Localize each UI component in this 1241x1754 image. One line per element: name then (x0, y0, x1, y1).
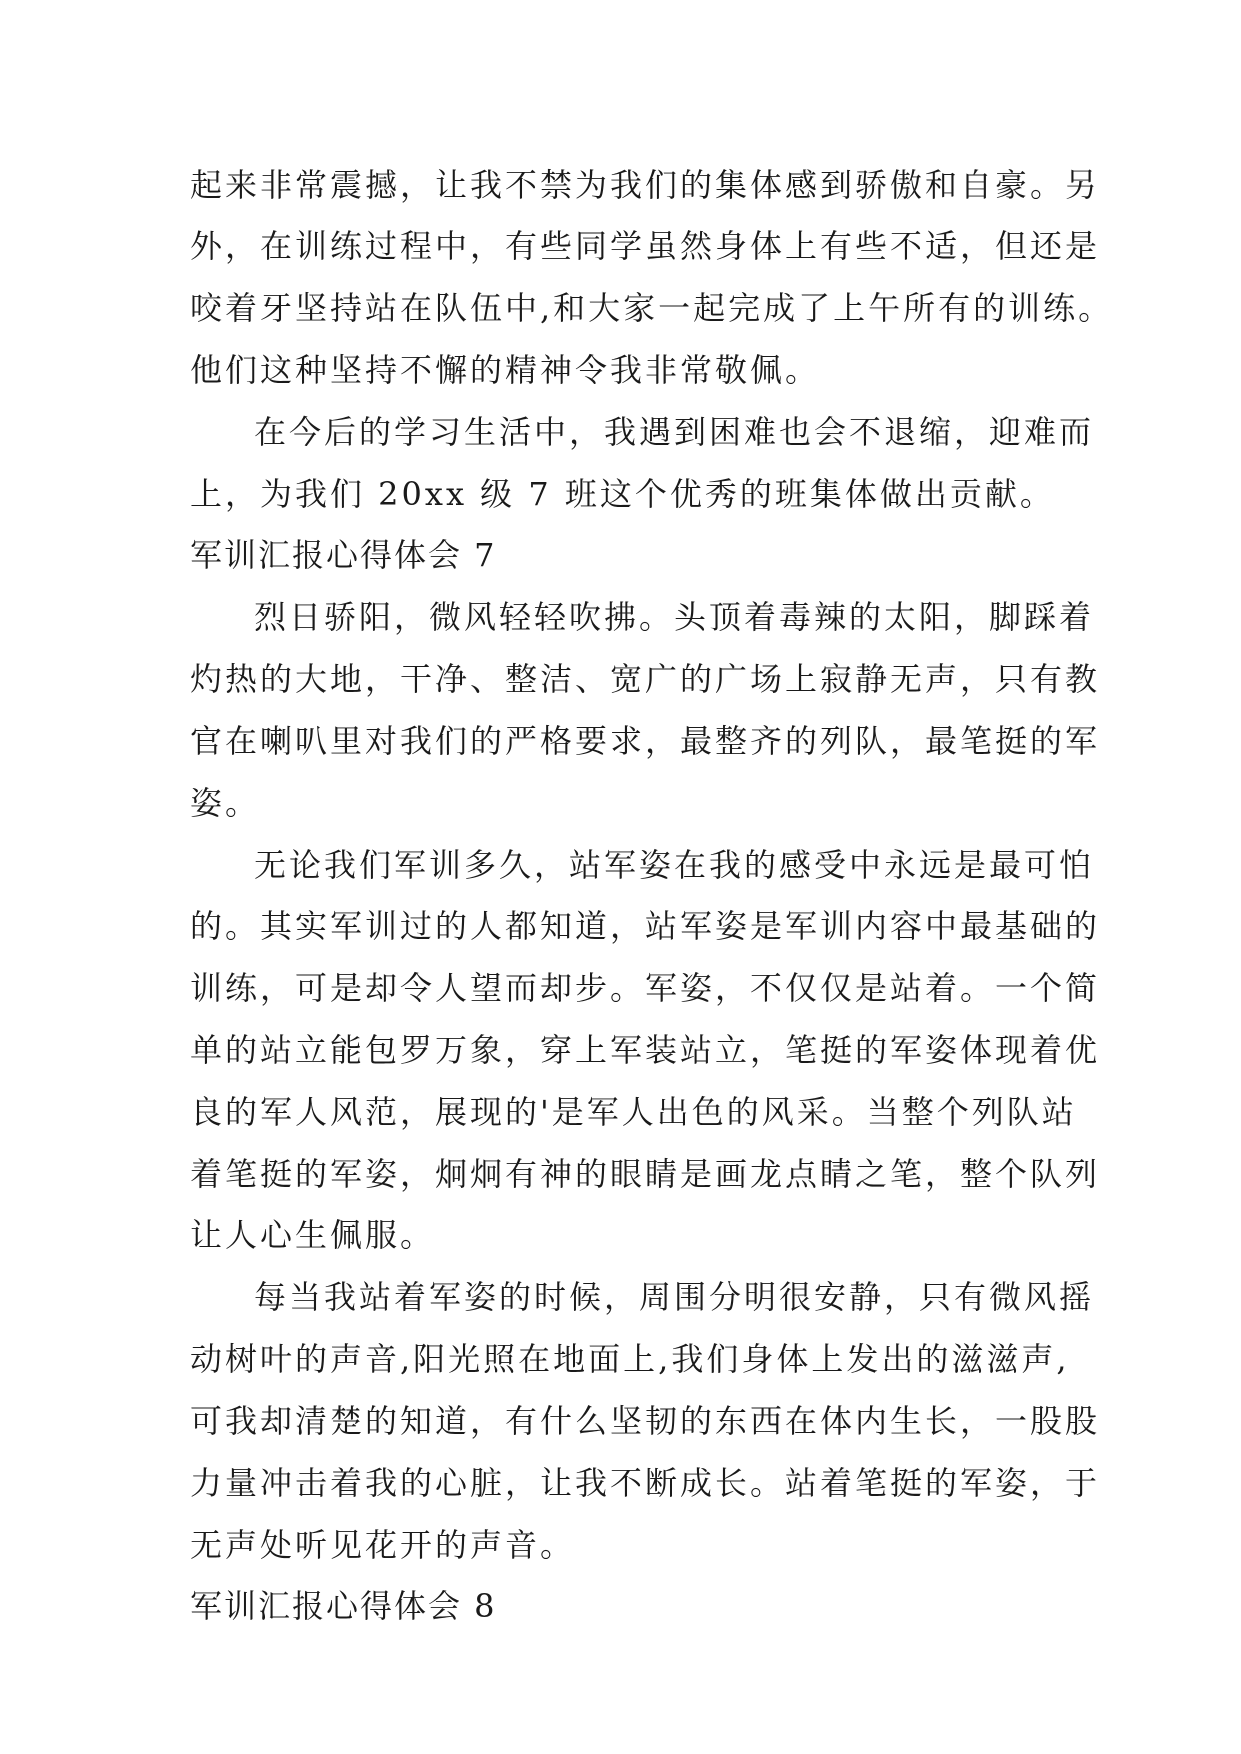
paragraph-line: 他们这种坚持不懈的精神令我非常敬佩。 (190, 351, 821, 389)
paragraph-line: 的。其实军训过的人都知道，站军姿是军训内容中最基础的 (190, 907, 1101, 945)
paragraph-line: 每当我站着军姿的时候，周围分明很安静，只有微风摇 (254, 1278, 1095, 1316)
paragraph-line: 在今后的学习生活中，我遇到困难也会不退缩，迎难而 (254, 413, 1095, 451)
paragraph-line: 训练，可是却令人望而却步。军姿，不仅仅是站着。一个简 (190, 969, 1101, 1007)
paragraph-line: 姿。 (190, 784, 261, 822)
paragraph-line: 无论我们军训多久，站军姿在我的感受中永远是最可怕 (254, 846, 1095, 884)
paragraph-line: 力量冲击着我的心脏，让我不断成长。站着笔挺的军姿，于 (190, 1464, 1101, 1502)
paragraph-line: 无声处听见花开的声音。 (190, 1526, 576, 1564)
paragraph-line: 起来非常震撼，让我不禁为我们的集体感到骄傲和自豪。另 (190, 166, 1101, 204)
paragraph-line: 烈日骄阳，微风轻轻吹拂。头顶着毒辣的太阳，脚踩着 (254, 598, 1095, 636)
paragraph-line: 单的站立能包罗万象，穿上军装站立，笔挺的军姿体现着优 (190, 1031, 1101, 1069)
paragraph-line: 着笔挺的军姿，炯炯有神的眼睛是画龙点睛之笔，整个队列 (190, 1155, 1101, 1193)
paragraph-line: 可我却清楚的知道，有什么坚韧的东西在体内生长，一股股 (190, 1402, 1101, 1440)
paragraph-line: 良的军人风范，展现的'是军人出色的风采。当整个列队站 (190, 1093, 1077, 1131)
paragraph-line: 让人心生佩服。 (190, 1216, 436, 1254)
section-heading: 军训汇报心得体会 7 (190, 536, 497, 574)
paragraph-line: 官在喇叭里对我们的严格要求，最整齐的列队，最笔挺的军 (190, 722, 1101, 760)
section-heading: 军训汇报心得体会 8 (190, 1587, 497, 1625)
paragraph-line: 咬着牙坚持站在队伍中,和大家一起完成了上午所有的训练。 (190, 289, 1114, 327)
paragraph-line: 外，在训练过程中，有些同学虽然身体上有些不适，但还是 (190, 227, 1101, 265)
paragraph-line: 动树叶的声音,阳光照在地面上,我们身体上发出的滋滋声, (190, 1340, 1070, 1378)
paragraph-line: 灼热的大地，干净、整洁、宽广的广场上寂静无声，只有教 (190, 660, 1101, 698)
paragraph-line: 上，为我们 20xx 级 7 班这个优秀的班集体做出贡献。 (190, 475, 1055, 513)
